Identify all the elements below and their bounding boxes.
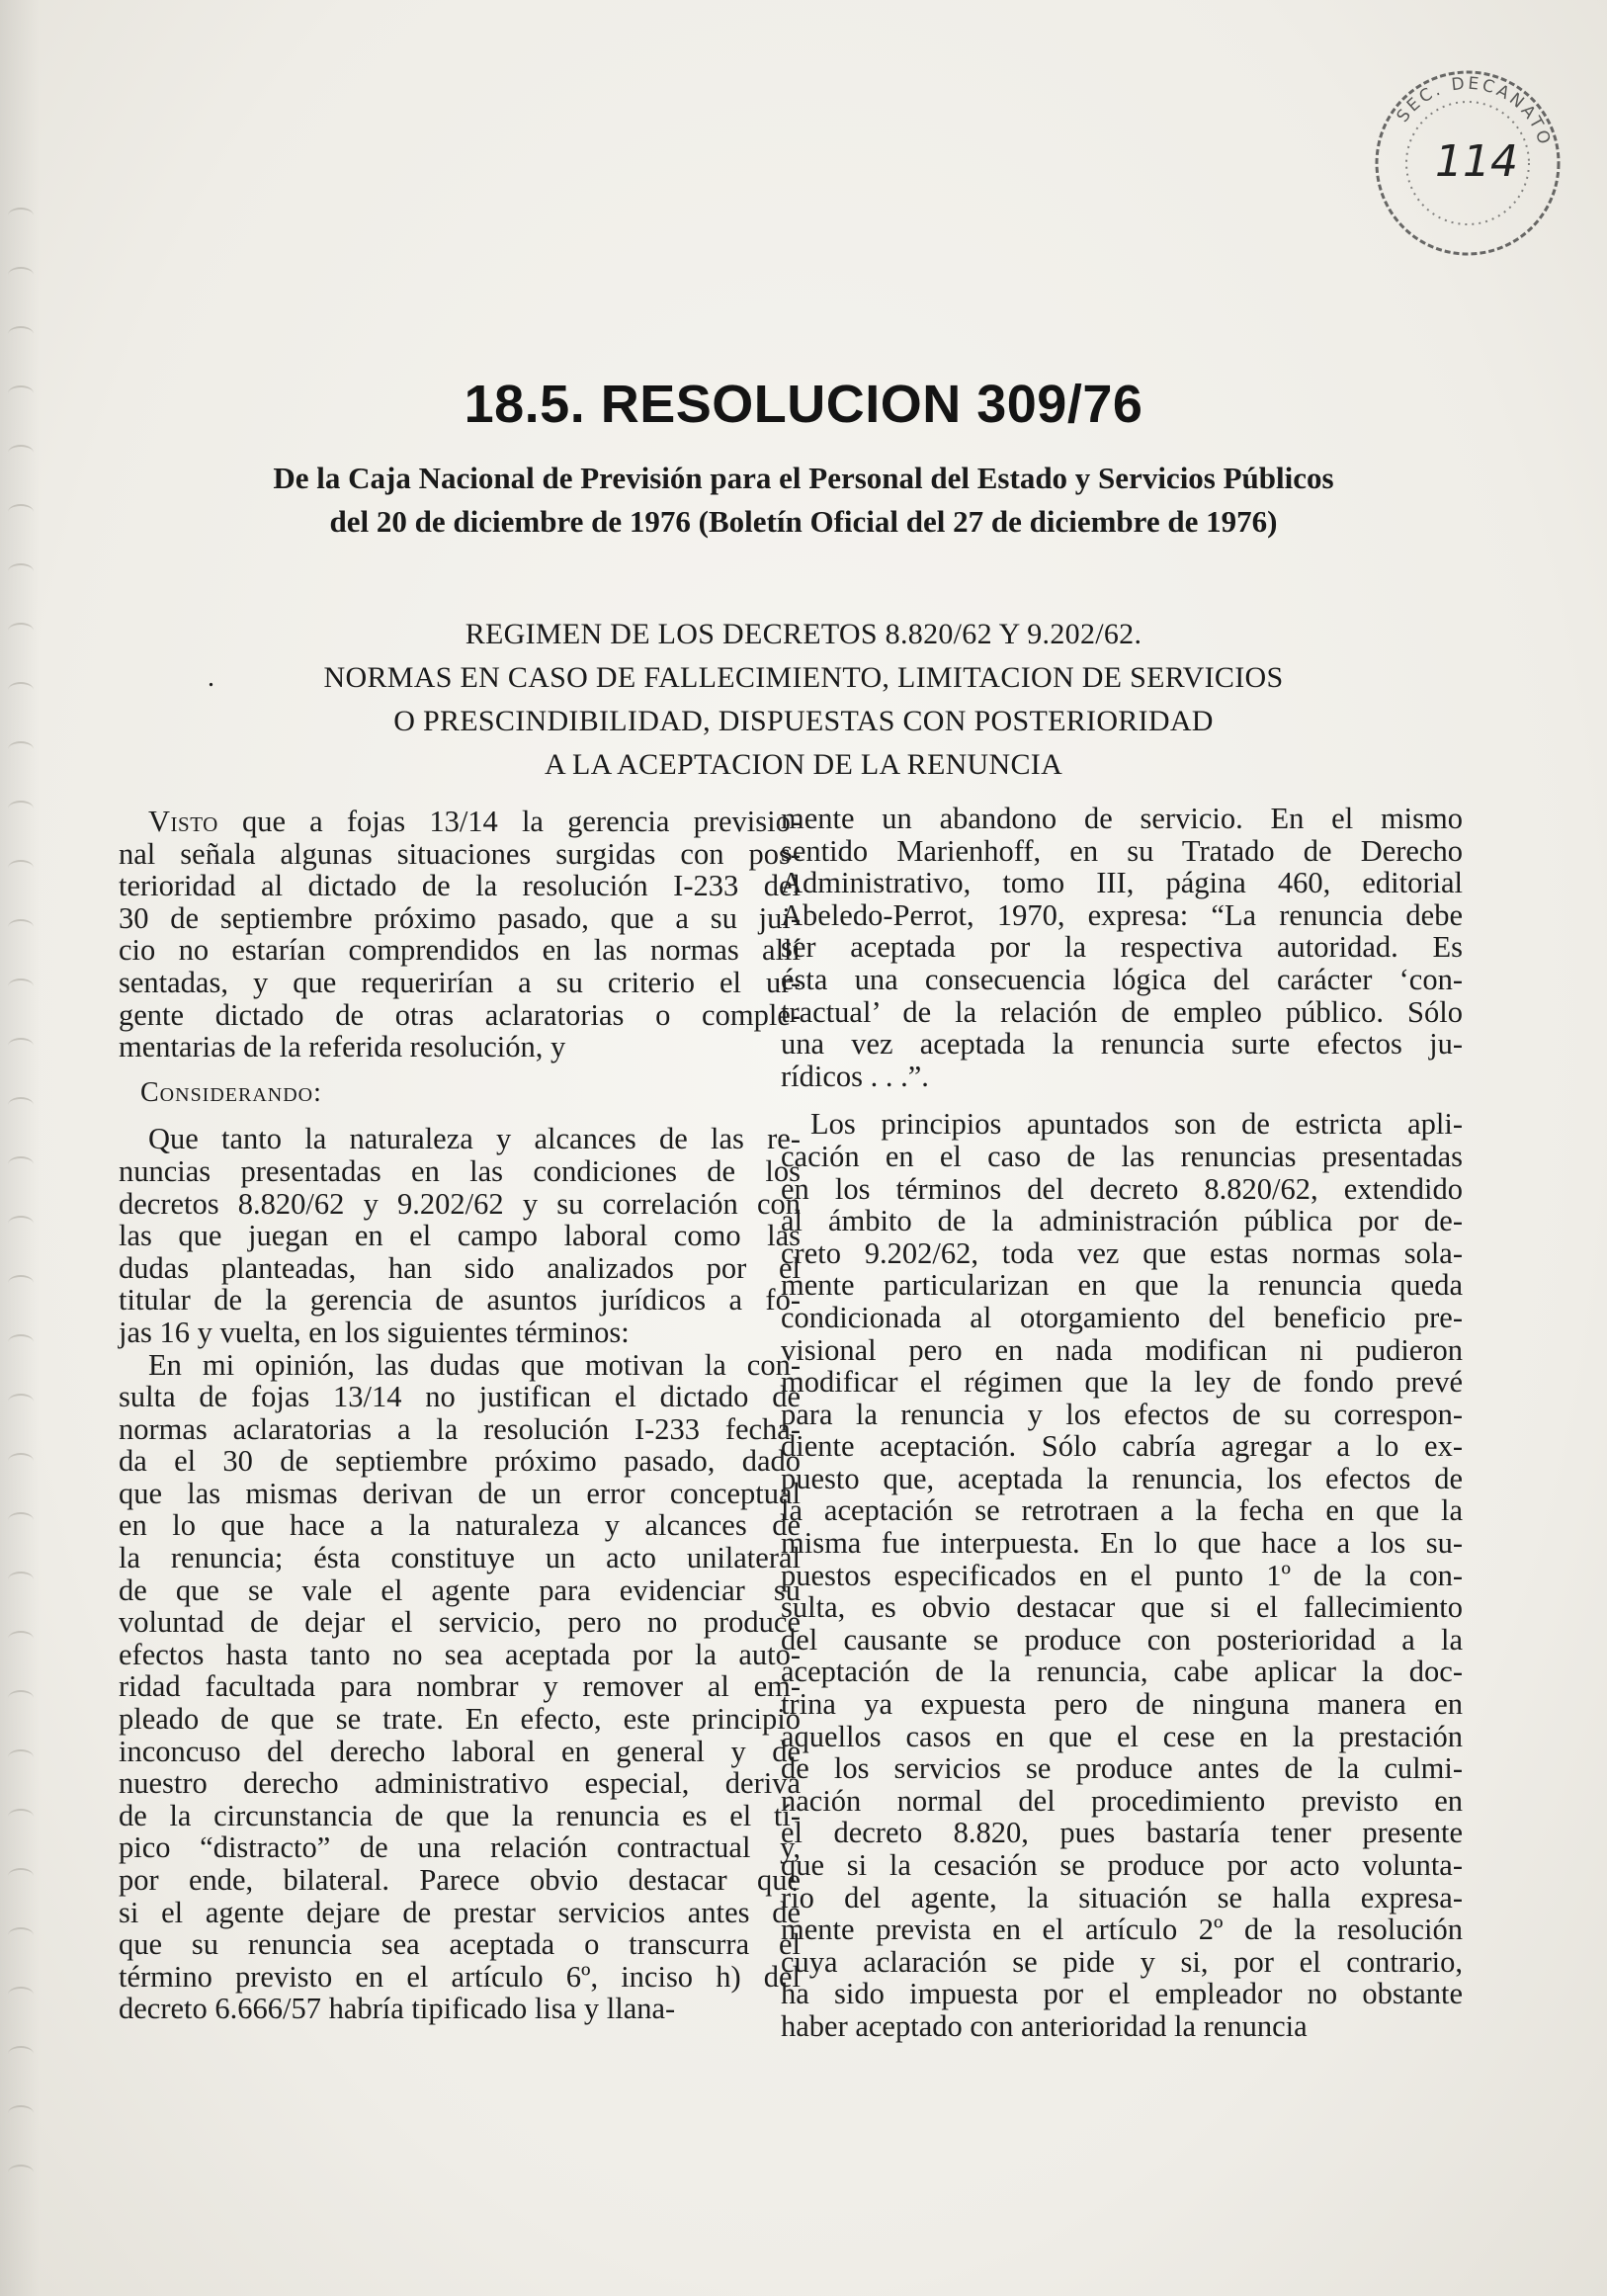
text-line: las que juegan en el campo laboral como las [119,1219,801,1253]
text-line: mente particularizan en que la renuncia queda [781,1268,1463,1303]
text-line [119,806,801,838]
binding-hole [8,1749,34,1765]
text-line: al ámbito de la administración pública por de- [781,1204,1463,1238]
text-line: sulta, es obvio destacar que si el fallecimiento [781,1590,1463,1625]
text-line: término previsto en el artículo 6º, inciso h) del [119,1959,801,1994]
text-line: una vez aceptada la renuncia surte efectos ju- [781,1027,1463,1062]
text-line: mente un abandono de servicio. En el mismo [781,802,1463,835]
text-line: trina ya expuesta pero de ninguna manera en [781,1687,1463,1722]
binding-hole [8,2046,34,2062]
text-line: nuncias presentadas en las condiciones de los [119,1153,801,1188]
binding-hole [8,1927,34,1943]
text-line: da el 30 de septiembre próximo pasado, dado [119,1444,801,1479]
caps-line: REGIMEN DE LOS DECRETOS 8.820/62 Y 9.202/62. [465,618,1142,650]
binding-hole [8,1868,34,1884]
text-line: puestos especificados en el punto 1º de la con- [781,1558,1463,1592]
text-line: ésta una consecuencia lógica del carácter ‘con- [781,962,1463,996]
paragraph [781,1108,1463,2042]
caps-line: A LA ACEPTACION DE LA RENUNCIA [544,748,1063,781]
text-line: diente aceptación. Sólo cabría agregar a lo ex- [781,1429,1463,1464]
text-line: Administrativo, tomo III, página 460, editorial [781,866,1463,900]
text-line: que su renuncia sea aceptada o transcurra el [119,1927,801,1962]
paragraph [119,1123,801,1348]
text-line: haber aceptado con anterioridad la renuncia [781,2008,1308,2043]
text-line: que si la cesación se produce por acto volunta- [781,1848,1463,1882]
subtitle-line: del 20 de diciembre de 1976 (Boletín Oficial del 27 de diciembre de 1976) [329,504,1278,539]
binding-hole [8,1453,34,1469]
text-line: ha sido impuesta por el empleador no obstante [781,1977,1463,2011]
binding-hole [8,860,34,876]
binding-hole [8,563,34,579]
caps-line: O PRESCINDIBILIDAD, DISPUESTAS CON POSTERIORIDAD [393,705,1214,737]
text-line: rio del agente, la situación se halla expresa- [781,1880,1463,1914]
text-line: que las mismas derivan de un error conceptual [119,1476,801,1510]
text-line: por ende, bilateral. Parece obvio destacar que [119,1863,801,1897]
text-line: inconcuso del derecho laboral en general y de [119,1734,801,1768]
binding-hole [8,1690,34,1706]
paragraph [119,1349,801,2025]
text-line: nuestro derecho administrativo especial, deriva [119,1766,801,1801]
text-line: mentarias de la referida resolución, y [119,1030,566,1064]
text-line: ser aceptada por la respectiva autoridad. Es [781,930,1463,965]
binding-hole [8,1809,34,1825]
binding-hole [8,919,34,935]
text-line: Abeledo-Perrot, 1970, expresa: “La renuncia debe [781,897,1463,932]
text-line: de la circunstancia de que la renuncia es el tí- [119,1798,801,1832]
folio-number: 114 [1435,136,1518,187]
svg-text:SEC. DECANATO: SEC. DECANATO [1393,73,1556,150]
subtitle [198,457,1409,544]
text-line: sulta de fojas 13/14 no justifican el dictado de [119,1380,801,1414]
binding-hole [8,1216,34,1232]
left-column [119,806,801,2025]
text-line: aceptación de la renuncia, cabe aplicar la doc- [781,1655,1463,1689]
text-line: nación normal del procedimiento previsto en [781,1783,1463,1818]
text-line: condicionada al otorgamiento del beneficio pre- [781,1300,1463,1334]
binding-hole [8,2165,34,2180]
binding-hole [8,623,34,638]
text-line: cio no estarían comprendidos en las normas allí [119,933,801,968]
binding-hole [8,1275,34,1291]
visto-lead-word: Visto [148,805,218,838]
text-line: titular de la gerencia de asuntos jurídicos a fo- [119,1283,801,1318]
binding-hole [8,1156,34,1172]
text-line: el decreto 8.820, pues bastaría tener presente [781,1816,1463,1850]
binding-hole [8,1394,34,1409]
text-line: cuya aclaración se pide y si, por el contrario, [781,1944,1463,1979]
text-line: si el agente dejare de prestar servicios antes de [119,1895,801,1929]
text-line: gente dictado de otras aclaratorias o comple- [119,997,801,1032]
text-line: terioridad al dictado de la resolución I-233 del [119,869,801,903]
binding-hole [8,1572,34,1587]
text-line: jas 16 y vuelta, en los siguientes términos: [119,1315,630,1349]
visto-paragraph [119,806,801,1063]
text-line: Que tanto la naturaleza y alcances de las re- [148,1122,801,1156]
text-line: mente prevista en el artículo 2º de la resolución [781,1913,1463,1947]
binding-hole [8,504,34,520]
right-column [781,803,1463,2043]
text-line: sentadas, y que requerirían a su criterio el ur- [119,965,801,999]
text-line: 30 de septiembre próximo pasado, que a su jui- [119,900,801,935]
text-line: modificar el régimen que la ley de fondo prevé [781,1365,1463,1400]
text-line: cación en el caso de las renuncias presentadas [781,1139,1463,1173]
text-line: nal señala algunas situaciones surgidas con pos- [119,836,801,871]
binding-holes [8,208,47,2234]
binding-hole [8,801,34,816]
text-line: sentido Marienhoff, en su Tratado de Derecho [781,833,1463,868]
considerando-label: Considerando: [140,1076,322,1108]
binding-hole [8,1334,34,1350]
binding-hole [8,682,34,698]
text-line: voluntad de dejar el servicio, pero no produce [119,1605,801,1640]
text-line: aquellos casos en que el cese en la prestación [781,1719,1463,1753]
subtitle-line: De la Caja Nacional de Previsión para el Personal del Estado y Servicios Públicos [273,461,1334,495]
binding-hole [8,326,34,342]
text-line: en los términos del decreto 8.820/62, extendido [781,1171,1463,1206]
text-line: del causante se produce con posterioridad a la [781,1622,1463,1657]
stray-dot: . [208,662,215,693]
text-line: ridad facultada para nombrar y remover al em- [119,1669,801,1704]
text-line: normas aclaratorias a la resolución I-233 fecha- [119,1411,801,1446]
text-line: En mi opinión, las dudas que motivan la con- [148,1347,801,1382]
text-line: dudas planteadas, han sido analizados por el [119,1250,801,1285]
caps-line: NORMAS EN CASO DE FALLECIMIENTO, LIMITACION DE SERVICIOS [323,661,1284,694]
binding-hole [8,978,34,994]
binding-hole [8,267,34,283]
binding-hole [8,208,34,223]
text-line: decretos 8.820/62 y 9.202/62 y su correlación con [119,1186,801,1221]
binding-hole [8,445,34,461]
text-line: de que se vale el agente para evidenciar su [119,1573,801,1607]
binding-hole [8,1631,34,1647]
text-line: visional pero en nada modifican ni pudieron [781,1332,1463,1367]
text-fragment: que a fojas 13/14 la gerencia previsio- [217,805,801,838]
paragraph-gap [781,1092,1463,1108]
text-line: misma fue interpuesta. En lo que hace a los su- [781,1526,1463,1561]
text-line: efectos hasta tanto no sea aceptada por la auto- [119,1637,801,1671]
text-line: puesto que, aceptada la renuncia, los efectos de [781,1461,1463,1495]
text-line: pico “distracto” de una relación contractual y, [119,1830,801,1865]
text-line: creto 9.202/62, toda vez que estas normas sola- [781,1235,1463,1270]
binding-hole [8,1097,34,1113]
text-line: tractual’ de la relación de empleo público. Sólo [781,994,1463,1029]
text-line: la aceptación se retrotraen a la fecha en que la [781,1493,1463,1528]
binding-hole [8,2105,34,2121]
text-line: Los principios apuntados son de estricta apli- [810,1107,1463,1142]
text-line: de los servicios se produce antes de la culmi- [781,1751,1463,1786]
page-title: 18.5. RESOLUCION 309/76 [464,375,1143,434]
text-line: pleado de que se trate. En efecto, este principio [119,1702,801,1737]
binding-hole [8,1512,34,1528]
heading-caps [198,613,1409,787]
text-line: rídicos . . .”. [781,1059,929,1093]
binding-hole [8,1038,34,1054]
paragraph [781,803,1463,1092]
text-line: decreto 6.666/57 habría tipificado lisa y llana- [119,1992,676,2026]
binding-hole [8,741,34,757]
text-line: la renuncia; ésta constituye un acto unilateral [119,1541,801,1575]
binding-hole [8,1987,34,2002]
text-line: para la renuncia y los efectos de su correspon- [781,1397,1463,1431]
text-line: en lo que hace a la naturaleza y alcances de [119,1508,801,1543]
